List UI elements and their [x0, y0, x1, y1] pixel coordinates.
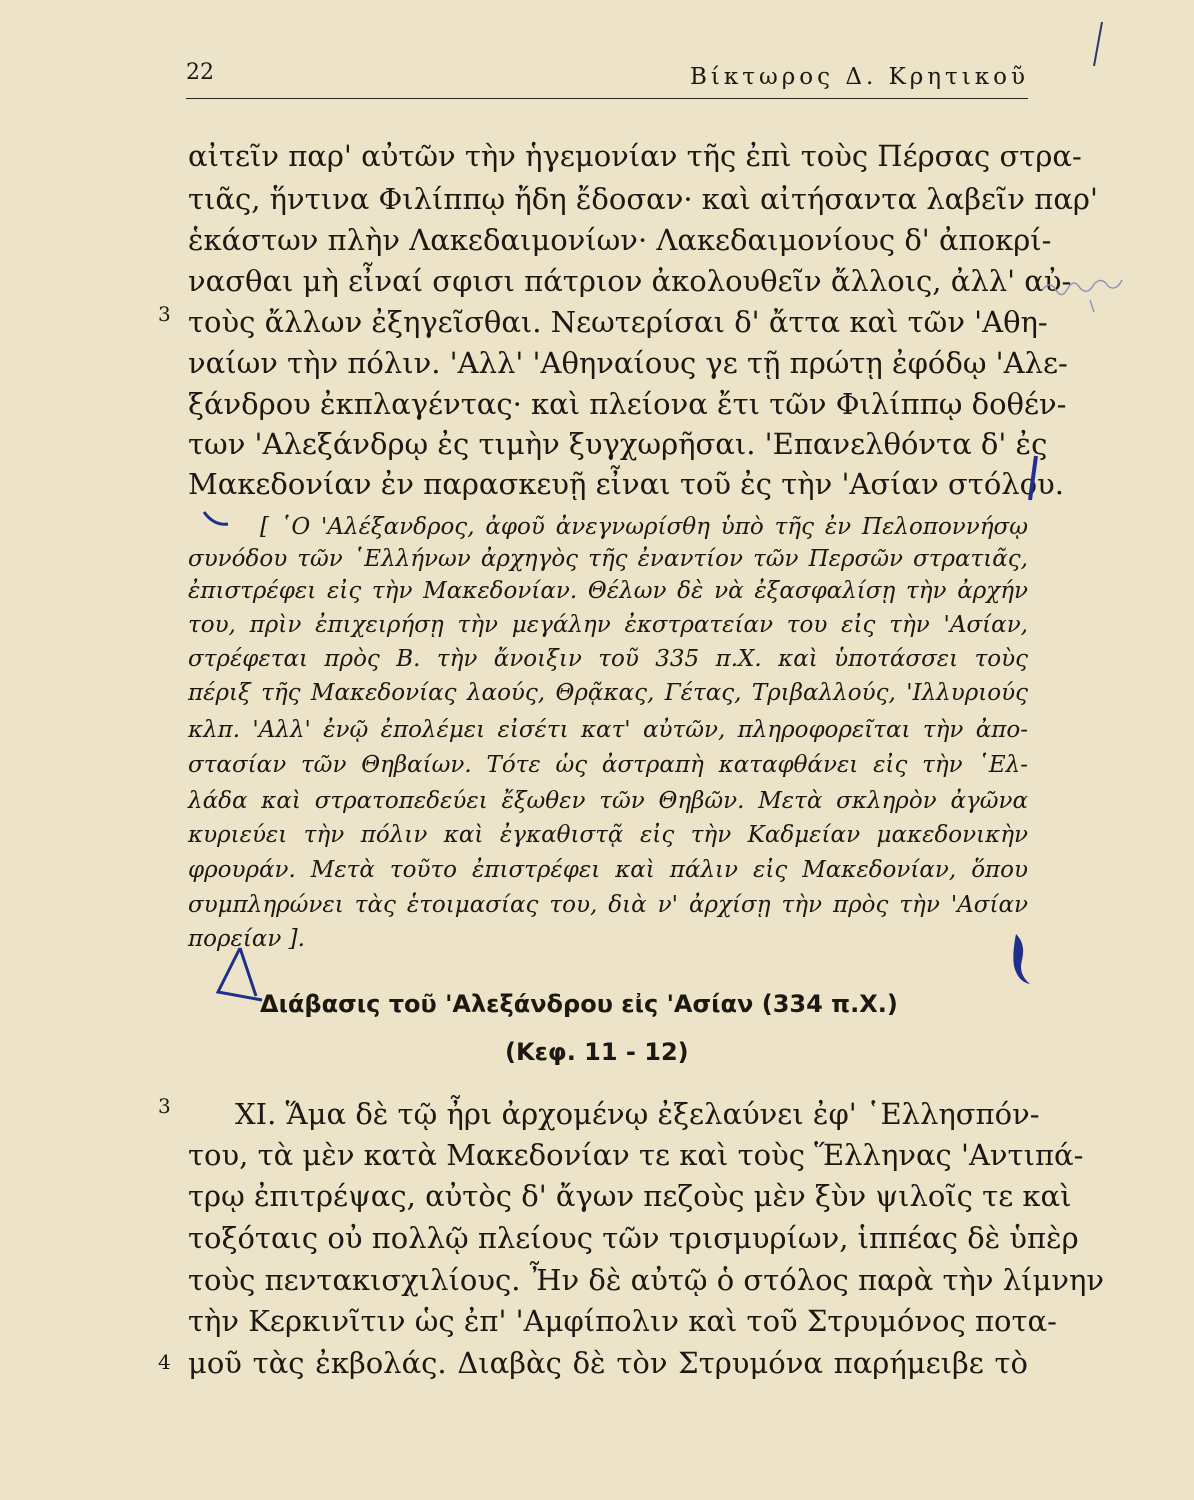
body-line: ξάνδρου ἐκπλαγέντας· καὶ πλείονα ἔτι τῶν Φιλίππῳ δοθέν- [188, 387, 1067, 421]
body-line: αἰτεῖν παρ' αὐτῶν τὴν ἡγεμονίαν τῆς ἐπὶ τοὺς Πέρσας στρα- [188, 139, 1082, 173]
note-line: φρουράν. Μετὰ τοῦτο ἐπιστρέφει καὶ πάλιν εἰς Μακεδονίαν, ὅπου [188, 857, 1028, 883]
body-line: τιᾶς, ἥντινα Φιλίππῳ ἤδη ἔδοσαν· καὶ αἰτήσαντα λαβεῖν παρ' [188, 182, 1098, 216]
pen-stroke-top-right [1094, 22, 1102, 66]
body-line: τοξόταις οὐ πολλῷ πλείους τῶν τρισμυρίων, ἱππέας δὲ ὑπὲρ [188, 1221, 1079, 1255]
note-line: του, πρὶν ἐπιχειρήσῃ τὴν μεγάλην ἐκστρατείαν του εἰς τὴν 'Ασίαν, [188, 612, 1028, 638]
note-line: στασίαν τῶν Θηβαίων. Τότε ὡς ἀστραπὴ καταφθάνει εἰς τὴν ῾Ελ- [188, 752, 1028, 778]
section-heading: Διάβασις τοῦ 'Αλεξάνδρου εἰς 'Ασίαν (334 π.Χ.) [260, 990, 898, 1018]
note-line: ἐπιστρέφει εἰς τὴν Μακεδονίαν. Θέλων δὲ νὰ ἐξασφαλίσῃ τὴν ἀρχήν [188, 578, 1028, 604]
note-line: κλπ. 'Αλλ' ἐνῷ ἐπολέμει εἰσέτι κατ' αὐτῶν, πληροφορεῖται τὴν ἀπο- [188, 717, 1028, 743]
note-line: λάδα καὶ στρατοπεδεύει ἔξωθεν τῶν Θηβῶν. Μετὰ σκληρὸν ἀγῶνα [188, 788, 1028, 814]
margin-section-number: 3 [158, 302, 171, 326]
running-header-author: Βίκτωρος Δ. Κρητικοῦ [690, 64, 1029, 90]
note-line: κυριεύει τὴν πόλιν καὶ ἐγκαθιστᾷ εἰς τὴν Καδμείαν μακεδονικὴν [188, 822, 1028, 848]
pen-mark-left-tick [204, 512, 228, 524]
body-line: τοὺς πεντακισχιλίους. Ἦν δὲ αὐτῷ ὁ στόλος παρὰ τὴν λίμνην [188, 1263, 1104, 1297]
margin-section-number: 4 [158, 1350, 171, 1374]
note-line: στρέφεται πρὸς Β. τὴν ἄνοιξιν τοῦ 335 π.Χ. καὶ ὑποτάσσει τοὺς [188, 646, 1028, 672]
header-rule [186, 98, 1028, 99]
page-number: 22 [186, 60, 214, 85]
note-line: συνόδου τῶν ῾Ελλήνων ἀρχηγὸς τῆς ἐναντίον τῶν Περσῶν στρατιᾶς, [188, 546, 1028, 572]
body-line: XI. Ἅμα δὲ τῷ ἦρι ἀρχομένῳ ἐξελαύνει ἐφ' ῾Ελλησπόν- [235, 1097, 1040, 1131]
note-line: συμπληρώνει τὰς ἑτοιμασίας του, διὰ ν' ἀρχίσῃ τὴν πρὸς τὴν 'Ασίαν [188, 892, 1028, 918]
body-line: τοὺς ἄλλων ἐξηγεῖσθαι. Νεωτερίσαι δ' ἄττα καὶ τῶν 'Αθη- [188, 305, 1048, 339]
body-line: τὴν Κερκινῖτιν ὡς ἐπ' 'Αμφίπολιν καὶ τοῦ Στρυμόνος ποτα- [188, 1304, 1057, 1338]
body-line: μοῦ τὰς ἐκβολάς. Διαβὰς δὲ τὸν Στρυμόνα παρήμειβε τὸ [188, 1346, 1028, 1380]
body-line: των 'Αλεξάνδρῳ ἐς τιμὴν ξυγχωρῆσαι. 'Επανελθόντα δ' ἐς [188, 427, 1048, 461]
body-line: ἑκάστων πλὴν Λακεδαιμονίων· Λακεδαιμονίους δ' ἀποκρί- [188, 223, 1052, 257]
body-line: Μακεδονίαν ἐν παρασκευῇ εἶναι τοῦ ἐς τὴν 'Ασίαν στόλου. [188, 467, 1064, 501]
note-line: [ ῾Ο 'Αλέξανδρος, ἀφοῦ ἀνεγνωρίσθη ὑπὸ τῆς ἐν Πελοποννήσῳ [260, 514, 1028, 540]
margin-section-number: 3 [158, 1094, 171, 1118]
note-line: πέριξ τῆς Μακεδονίας λαούς, Θρᾷκας, Γέτας, Τριβαλλούς, 'Ιλλυριούς [188, 680, 1028, 706]
body-line: ναίων τὴν πόλιν. 'Αλλ' 'Αθηναίους γε τῇ πρώτῃ ἐφόδῳ 'Αλε- [188, 346, 1068, 380]
body-line: νασθαι μὴ εἶναί σφισι πάτριον ἀκολουθεῖν ἄλλοις, ἀλλ' αὐ- [188, 264, 1072, 298]
pen-mark-left-brace [218, 948, 262, 1000]
section-subheading: (Κεφ. 11 - 12) [505, 1038, 689, 1066]
note-line: πορείαν ]. [188, 926, 305, 952]
body-line: τρῳ ἐπιτρέψας, αὐτὸς δ' ἄγων πεζοὺς μὲν ξὺν ψιλοῖς τε καὶ [188, 1179, 1072, 1213]
body-line: του, τὰ μὲν κατὰ Μακεδονίαν τε καὶ τοὺς Ἕλληνας 'Αντιπά- [188, 1138, 1084, 1172]
